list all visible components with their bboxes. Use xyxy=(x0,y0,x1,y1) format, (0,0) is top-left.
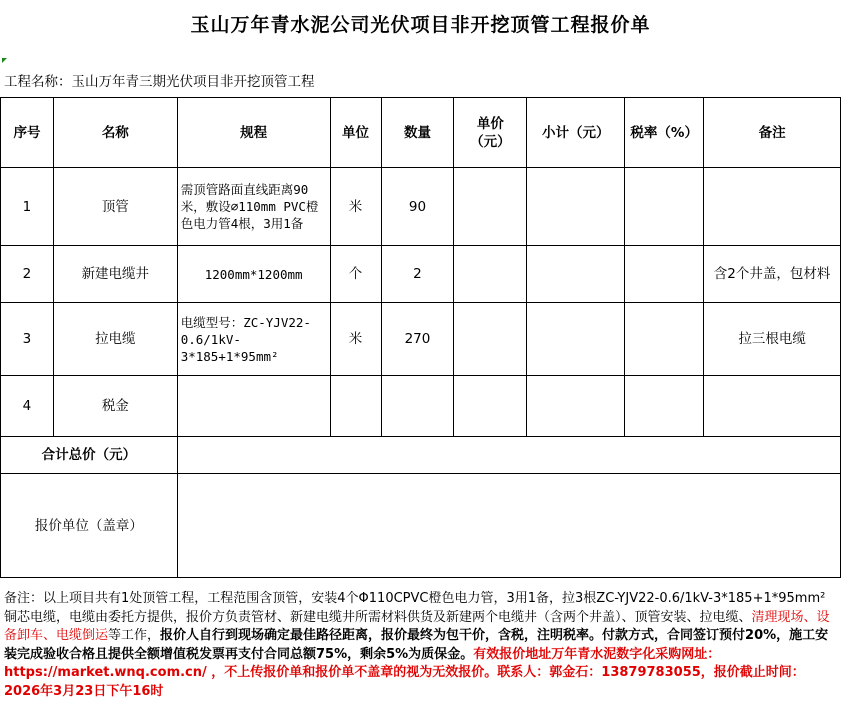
notes-text: 备注：以上项目共有1处顶管工程，工程范围含顶管，安装4个Φ110CPVC橙色电力管，3用1备，拉3根ZC-YJV22-0.6/1kV-3*185+1*95mm²铜芯电缆，电缆由委托方提供，报价方负责管材、新建电缆井所需材料供货及新建两个电缆井（含两个井盖）、顶管安装、拉电缆、 xyxy=(4,591,826,625)
row-remark xyxy=(704,376,841,437)
row-price[interactable] xyxy=(454,303,527,376)
row-remark: 拉三根电缆 xyxy=(704,303,841,376)
row-qty xyxy=(381,376,454,437)
row-qty: 90 xyxy=(381,168,454,246)
row-name: 顶管 xyxy=(53,168,177,246)
row-seq: 4 xyxy=(1,376,54,437)
header-remark: 备注 xyxy=(704,98,841,168)
header-row xyxy=(1,98,841,168)
total-value[interactable] xyxy=(177,437,840,474)
table-row xyxy=(1,303,841,376)
row-name: 税金 xyxy=(53,376,177,437)
page-title: 玉山万年青水泥公司光伏项目非开挖顶管工程报价单 xyxy=(190,14,651,36)
row-name: 新建电缆井 xyxy=(53,246,177,303)
row-tax[interactable] xyxy=(625,303,704,376)
row-remark xyxy=(704,168,841,246)
table-row xyxy=(1,246,841,303)
quote-table xyxy=(0,97,841,578)
row-subtotal[interactable] xyxy=(527,246,625,303)
row-subtotal[interactable] xyxy=(527,303,625,376)
row-qty: 2 xyxy=(381,246,454,303)
notes xyxy=(4,590,838,701)
total-row xyxy=(1,437,841,474)
header-price-line1: 单价 xyxy=(476,115,504,132)
project-name: 工程名称：玉山万年青三期光伏项目非开挖顶管工程 xyxy=(4,74,315,90)
notes-red-bold-text: 有效报价地址万年青水泥数字化采购网址：https://market.wnq.com.cn/ ，不上传报价单和报价单不盖章的视为无效报价。联系人：郭金石：13879783055，报价截止时间：2026年3月23日下午16时 xyxy=(4,646,805,699)
row-subtotal[interactable] xyxy=(527,376,625,437)
header-price xyxy=(454,98,527,168)
row-seq: 2 xyxy=(1,246,54,303)
row-qty: 270 xyxy=(381,303,454,376)
total-label: 合计总价（元） xyxy=(1,437,178,474)
row-tax[interactable] xyxy=(625,376,704,437)
row-remark: 含2个井盖，包材料 xyxy=(704,246,841,303)
header-unit: 单位 xyxy=(330,98,381,168)
row-spec: 1200mm*1200mm xyxy=(177,246,330,303)
row-tax[interactable] xyxy=(625,168,704,246)
notes-text-2: 等工作， xyxy=(108,628,161,643)
row-seq: 3 xyxy=(1,303,54,376)
header-tax: 税率（%） xyxy=(625,98,704,168)
company-row xyxy=(1,474,841,578)
table-row xyxy=(1,376,841,437)
header-spec: 规程 xyxy=(177,98,330,168)
row-unit: 米 xyxy=(330,303,381,376)
company-label: 报价单位（盖章） xyxy=(1,474,178,578)
header-qty: 数量 xyxy=(381,98,454,168)
cell-comment-marker xyxy=(2,58,7,63)
row-spec: 电缆型号：ZC-YJV22-0.6/1kV-3*185+1*95mm² xyxy=(177,303,330,376)
row-price[interactable] xyxy=(454,168,527,246)
row-seq: 1 xyxy=(1,168,54,246)
header-name: 名称 xyxy=(53,98,177,168)
row-subtotal[interactable] xyxy=(527,168,625,246)
header-price-line2: （元） xyxy=(470,133,511,150)
row-spec: 需顶管路面直线距离90米，敷设⌀110mm PVC橙色电力管4根，3用1备 xyxy=(177,168,330,246)
row-unit xyxy=(330,376,381,437)
header-subtotal: 小计（元） xyxy=(527,98,625,168)
row-price[interactable] xyxy=(454,246,527,303)
row-unit: 米 xyxy=(330,168,381,246)
row-price[interactable] xyxy=(454,376,527,437)
notes-red-text: 清理现场、设备卸车、电缆倒运 xyxy=(4,609,830,643)
row-spec xyxy=(177,376,330,437)
header-seq: 序号 xyxy=(1,98,54,168)
row-name: 拉电缆 xyxy=(53,303,177,376)
row-tax[interactable] xyxy=(625,246,704,303)
notes-bold-text: 报价人自行到现场确定最佳路径距离，报价最终为包干价，含税，注明税率。付款方式，合同签订预付20%，施工安装完成验收合格且提供全额增值税发票再支付合同总额75%，剩余5%为质保金。 xyxy=(4,628,829,662)
company-value[interactable] xyxy=(177,474,840,578)
table-row xyxy=(1,168,841,246)
row-unit: 个 xyxy=(330,246,381,303)
